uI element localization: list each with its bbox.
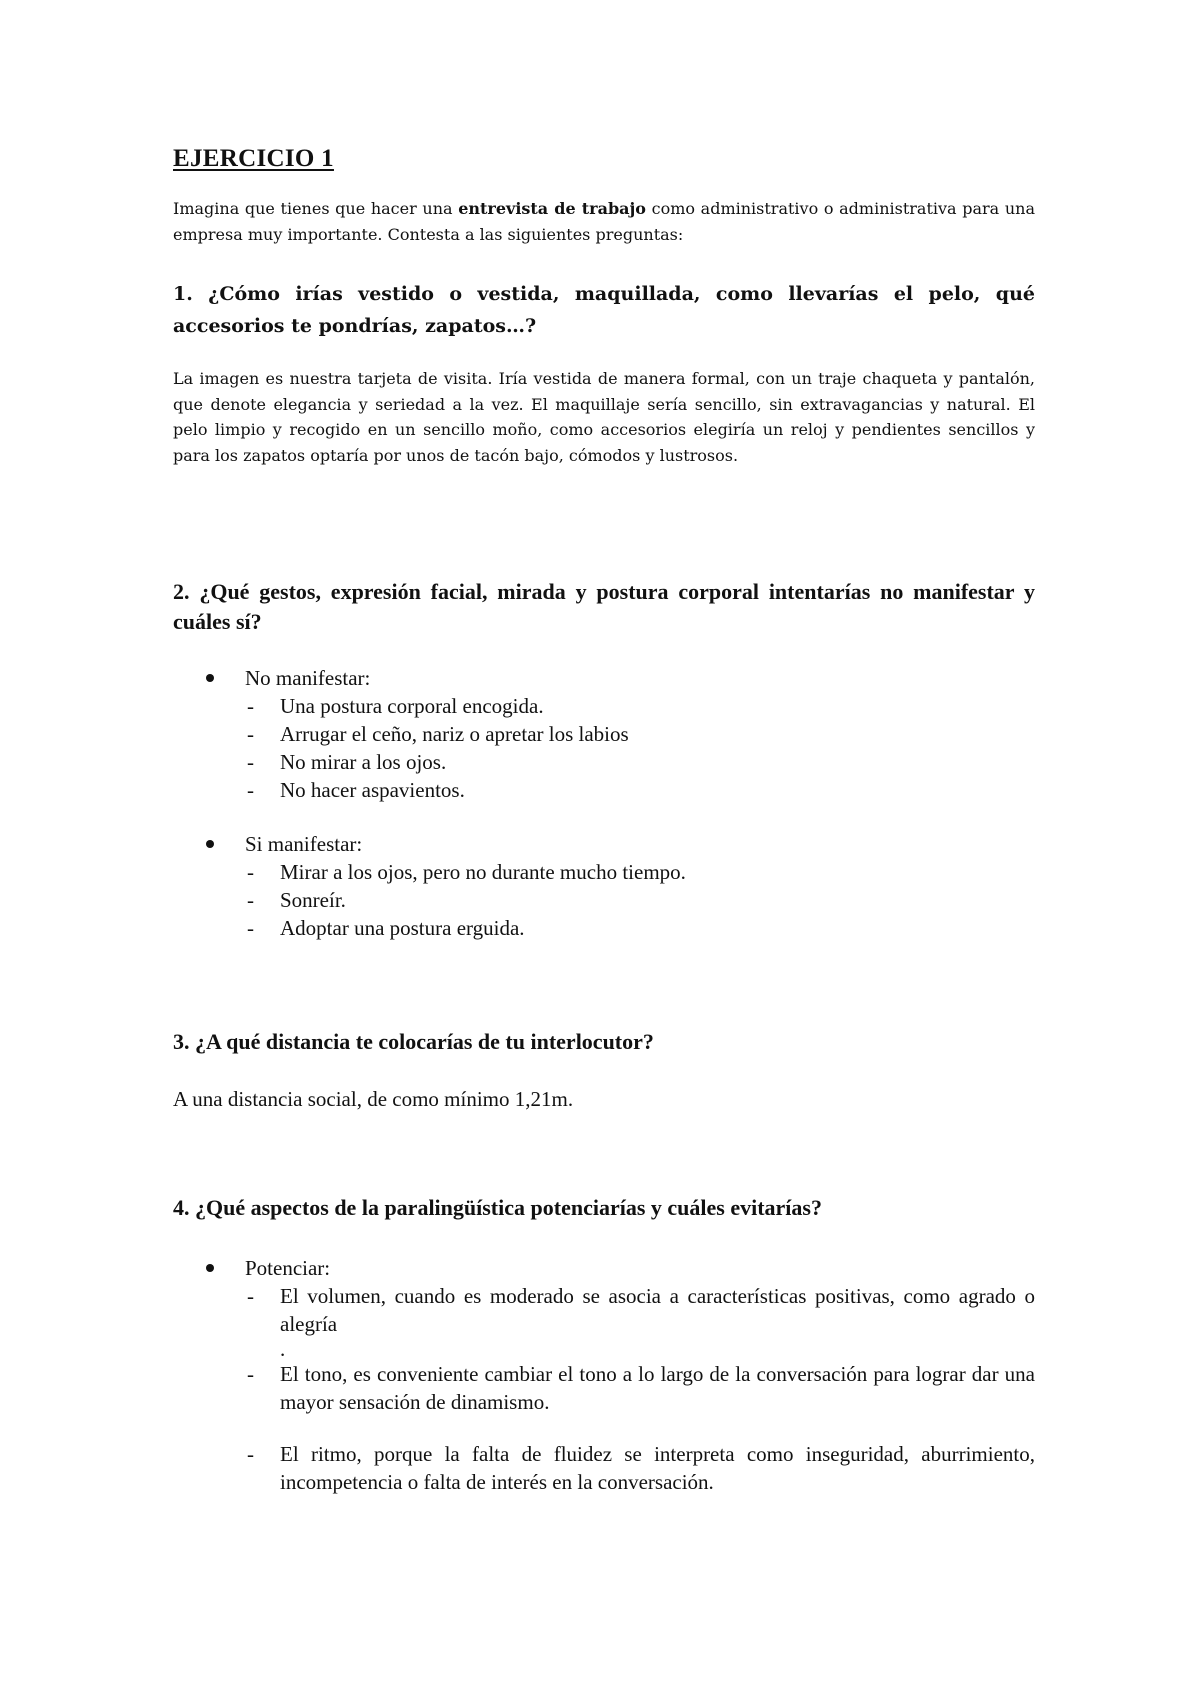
list-item — [173, 720, 1035, 748]
no-manifestar-block — [173, 664, 1035, 804]
list-item — [173, 858, 1035, 886]
question-3: 3. ¿A qué distancia te colocarías de tu interlocutor? — [173, 1029, 654, 1054]
list-item — [173, 748, 1035, 776]
dash-marker: - — [247, 888, 254, 912]
list-item — [173, 776, 1035, 804]
stray-period: . — [280, 1337, 286, 1361]
dash-marker: - — [247, 1362, 254, 1386]
list-item-text: El ritmo, porque la falta de fluidez se interpreta como inseguridad, aburrimiento, incompetencia o falta de interés en la conversación. — [280, 1442, 1035, 1494]
dash-marker: - — [247, 750, 254, 774]
list-item — [173, 1440, 1035, 1496]
question-2: 2. ¿Qué gestos, expresión facial, mirada y postura corporal intentarías no manifestar y cuáles sí? — [173, 579, 1035, 634]
list-item — [173, 1282, 1035, 1338]
list-item-text: El tono, es conveniente cambiar el tono a lo largo de la conversación para lograr dar una mayor sensación de dinamismo. — [280, 1362, 1035, 1414]
document-title: EJERCICIO 1 — [173, 145, 334, 172]
bullet-no-manifestar — [173, 664, 1035, 692]
list-item — [173, 1360, 1035, 1416]
si-manifestar-list — [173, 858, 1035, 942]
no-manifestar-list — [173, 692, 1035, 804]
bullet-label: Si manifestar: — [245, 832, 363, 856]
bullet-dot-icon — [206, 840, 214, 848]
bullet-dot-icon — [206, 1264, 214, 1272]
list-item-text: Arrugar el ceño, nariz o apretar los labios — [280, 722, 629, 746]
list-item-text: Mirar a los ojos, pero no durante mucho tiempo. — [280, 860, 686, 884]
list-item — [173, 914, 1035, 942]
bullet-label: Potenciar: — [245, 1256, 331, 1280]
bullet-label: No manifestar: — [245, 666, 371, 690]
dash-marker: - — [247, 1284, 254, 1308]
si-manifestar-block — [173, 830, 1035, 942]
list-item — [173, 692, 1035, 720]
potenciar-list — [173, 1282, 1035, 1496]
potenciar-block — [173, 1254, 1035, 1496]
dash-marker: - — [247, 1442, 254, 1466]
list-item-text: El volumen, cuando es moderado se asocia a características positivas, como agrado o alegría — [280, 1284, 1035, 1336]
intro-text-start: Imagina que tienes que hacer una — [173, 199, 459, 218]
dash-marker: - — [247, 722, 254, 746]
list-item-text: Una postura corporal encogida. — [280, 694, 544, 718]
answer-3: A una distancia social, de como mínimo 1,21m. — [173, 1087, 574, 1111]
bullet-dot-icon — [206, 674, 214, 682]
bullet-si-manifestar — [173, 830, 1035, 858]
intro-text-end: como administrativo o administrativa para una empresa muy importante. Contesta a las siguientes preguntas: — [173, 199, 1035, 244]
list-item-text: No mirar a los ojos. — [280, 750, 447, 774]
intro-paragraph — [173, 196, 1035, 248]
list-item — [173, 886, 1035, 914]
list-item-text: Adoptar una postura erguida. — [280, 916, 525, 940]
question-4: 4. ¿Qué aspectos de la paralingüística potenciarías y cuáles evitarías? — [173, 1195, 822, 1220]
dash-marker: - — [247, 860, 254, 884]
question-1: 1. ¿Cómo irías vestido o vestida, maquillada, como llevarías el pelo, qué accesorios te pondrías, zapatos…? — [173, 283, 1035, 337]
list-item-text: No hacer aspavientos. — [280, 778, 465, 802]
answer-1: La imagen es nuestra tarjeta de visita. Iría vestida de manera formal, con un traje chaqueta y pantalón, que denote elegancia y seriedad a la vez. El maquillaje sería sencillo, sin extravagancias y natural. El pelo limpio y recogido en un sencillo moño, como accesorios elegiría un reloj y pendientes sencillos y para los zapatos optaría por unos de tacón bajo, cómodos y lustrosos. — [173, 369, 1035, 465]
dash-marker: - — [247, 694, 254, 718]
list-item-text: Sonreír. — [280, 888, 346, 912]
dash-marker: - — [247, 778, 254, 802]
dash-marker: - — [247, 916, 254, 940]
intro-bold-phrase: entrevista de trabajo — [458, 199, 646, 218]
bullet-potenciar — [173, 1254, 1035, 1282]
